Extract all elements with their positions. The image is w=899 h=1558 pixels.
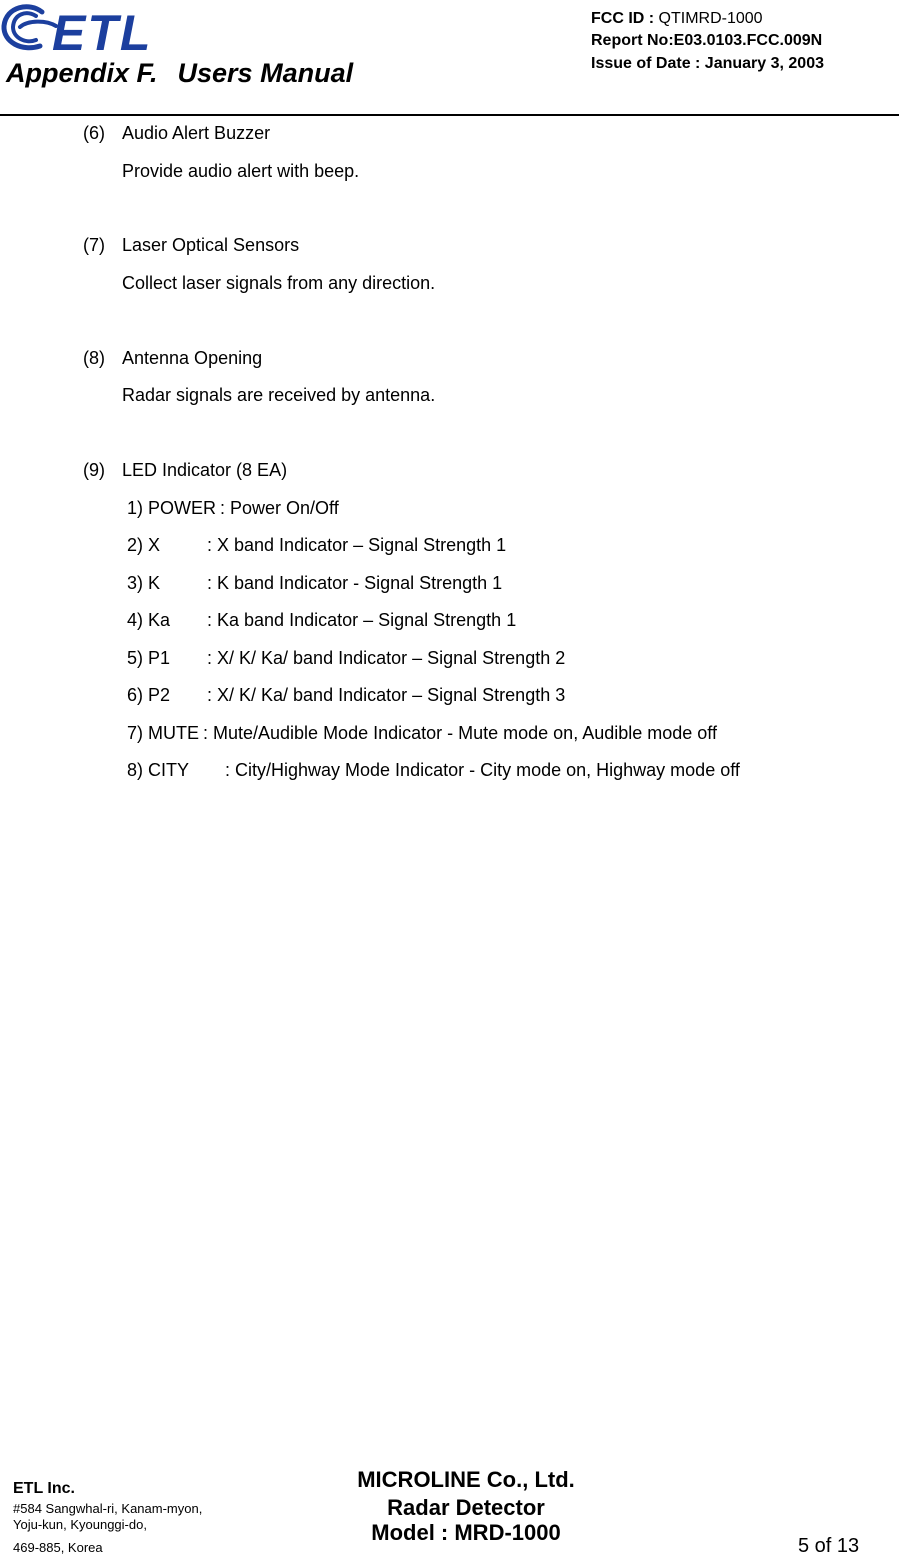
footer-address-line: 469-885, Korea (13, 1540, 103, 1555)
section-description: Radar signals are received by antenna. (122, 385, 436, 405)
led-list-item (127, 573, 502, 594)
led-description: : X/ K/ Ka/ band Indicator – Signal Strength 2 (207, 648, 566, 668)
document-title-part2: Users Manual (177, 58, 354, 88)
document-title-part1: Appendix F. (6, 58, 158, 88)
led-list-item (127, 648, 565, 669)
report-number: Report No:E03.0103.FCC.009N (591, 32, 823, 49)
led-label: 3) K (127, 573, 161, 593)
section-description: Provide audio alert with beep. (122, 161, 360, 181)
led-description: : X band Indicator – Signal Strength 1 (207, 535, 507, 555)
section-number: (9) (83, 460, 105, 480)
section-number: (7) (83, 235, 105, 255)
led-list-item (127, 723, 717, 744)
section-title: Audio Alert Buzzer (122, 123, 271, 143)
section-title: Antenna Opening (122, 348, 263, 368)
fcc-id-value: QTIMRD-1000 (658, 10, 763, 27)
led-description: : Mute/Audible Mode Indicator - Mute mode on, Audible mode off (203, 723, 717, 743)
footer-address-line: #584 Sangwhal-ri, Kanam-myon, (13, 1501, 203, 1516)
etl-logo (0, 0, 172, 56)
led-description: : City/Highway Mode Indicator - City mode on, Highway mode off (225, 760, 740, 780)
issue-date: Issue of Date : January 3, 2003 (591, 55, 824, 72)
led-description: : Ka band Indicator – Signal Strength 1 (207, 610, 517, 630)
logo-text: ETL (52, 5, 153, 56)
swoosh-icon (4, 7, 56, 48)
led-list-item (127, 685, 565, 706)
led-list-item (127, 760, 740, 781)
section-number: (8) (83, 348, 105, 368)
fcc-id-label: FCC ID : (591, 10, 659, 27)
page-number: 5 of 13 (798, 1535, 860, 1557)
section-description: Collect laser signals from any direction. (122, 273, 436, 293)
header-divider (0, 114, 899, 116)
led-description: : X/ K/ Ka/ band Indicator – Signal Strength 3 (207, 685, 566, 705)
led-list-item (127, 535, 506, 556)
section-heading (83, 348, 262, 369)
footer-manufacturer: MICROLINE Co., Ltd. (357, 1467, 575, 1492)
led-label: 8) CITY (127, 760, 190, 780)
section-title: Laser Optical Sensors (122, 235, 300, 255)
led-label: 5) P1 (127, 648, 171, 668)
fcc-id (591, 10, 763, 28)
section-heading (83, 235, 299, 256)
section-heading (83, 123, 270, 144)
led-label: 4) Ka (127, 610, 171, 630)
section-number: (6) (83, 123, 105, 143)
document-title (6, 58, 353, 89)
led-list-item (127, 610, 516, 631)
section-heading (83, 460, 287, 481)
led-label: 1) POWER (127, 498, 217, 518)
footer-address-line: Yoju-kun, Kyounggi-do, (13, 1517, 147, 1532)
section-title: LED Indicator (8 EA) (122, 460, 288, 480)
led-description: : K band Indicator - Signal Strength 1 (207, 573, 503, 593)
led-list-item (127, 498, 339, 519)
led-label: 6) P2 (127, 685, 171, 705)
footer-product: Radar Detector (387, 1495, 545, 1520)
footer-company: ETL Inc. (13, 1480, 75, 1497)
led-label: 2) X (127, 535, 161, 555)
led-label: 7) MUTE (127, 723, 199, 743)
footer-model: Model : MRD-1000 (371, 1520, 561, 1545)
led-description: : Power On/Off (220, 498, 339, 518)
